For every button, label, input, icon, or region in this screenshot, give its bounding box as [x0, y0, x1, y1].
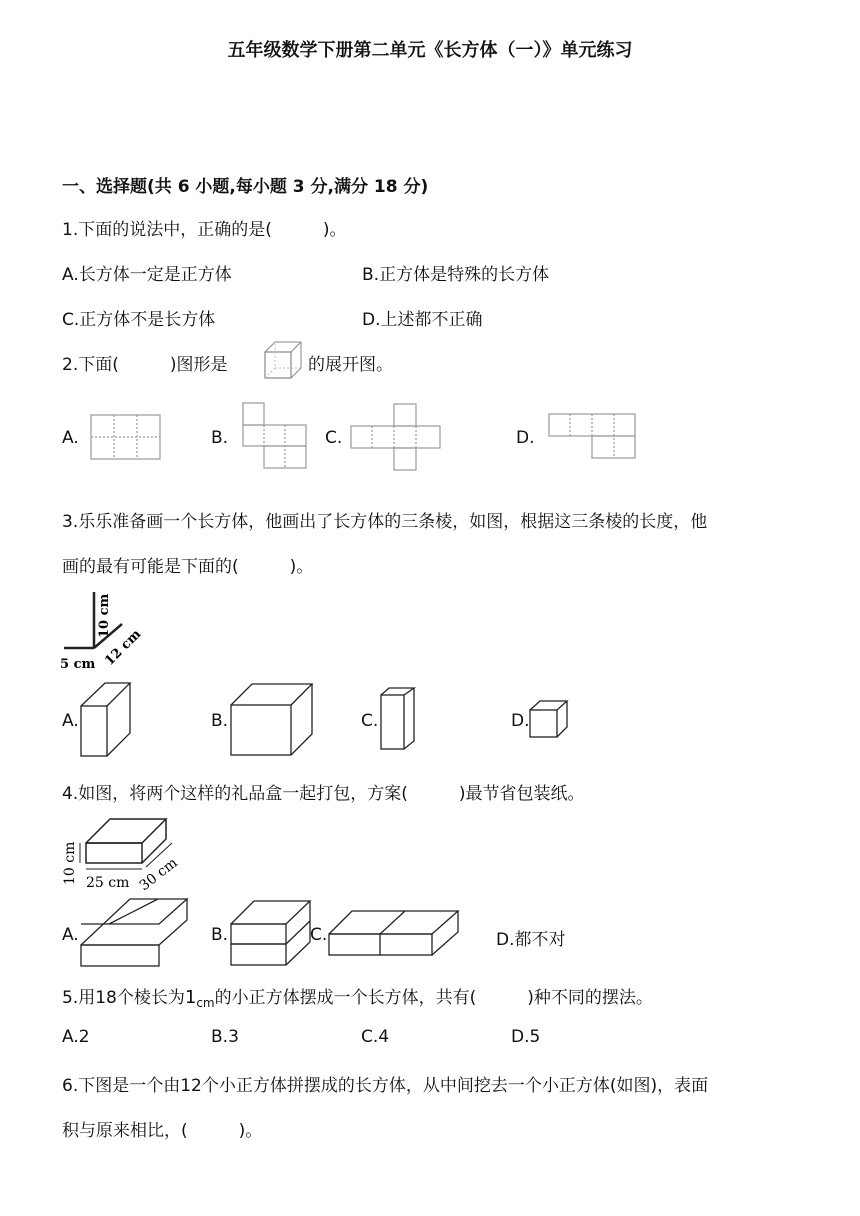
edge-label-12cm: 12 cm [102, 626, 145, 669]
section-heading: 一、选择题(共 6 小题,每小题 3 分,满分 18 分) [62, 177, 429, 197]
q4-option-b[interactable]: B. [211, 925, 229, 945]
q4-option-c[interactable]: C. [310, 925, 328, 945]
question-1-stem: 1.下面的说法中，正确的是( )。 [62, 220, 347, 240]
cube-icon [264, 341, 304, 381]
edge-label-5cm: 5 cm [60, 657, 96, 672]
question-6-stem-line2: 积与原来相比，( )。 [62, 1121, 263, 1141]
question-3-stem-line1: 3.乐乐准备画一个长方体，他画出了长方体的三条棱，如图，根据这三条棱的长度，他 [62, 512, 708, 532]
gift-label-25cm: 25 cm [86, 875, 130, 891]
question-4-stem: 4.如图，将两个这样的礼品盒一起打包，方案( )最节省包装纸。 [62, 784, 585, 804]
q2-option-d[interactable]: D. [516, 428, 535, 448]
pack-b-figure [230, 900, 314, 970]
q1-option-a[interactable]: A.长方体一定是正方体 [62, 265, 232, 285]
q4-option-a[interactable]: A. [62, 925, 79, 945]
net-c-figure [350, 403, 442, 473]
q5-stem-start: 5.用18个棱长为 [62, 988, 185, 1008]
gift-box-figure [58, 817, 198, 895]
gift-label-10cm: 10 cm [62, 841, 78, 885]
edges-figure [58, 588, 148, 674]
page-title: 五年级数学下册第二单元《长方体（一）》单元练习 [227, 40, 633, 61]
q2-option-b[interactable]: B. [211, 428, 229, 448]
q3-option-b[interactable]: B. [211, 711, 229, 731]
q1-option-b[interactable]: B.正方体是特殊的长方体 [362, 265, 550, 285]
q5-option-d[interactable]: D.5 [511, 1027, 541, 1047]
box-b-figure [230, 683, 314, 757]
q1-option-c[interactable]: C.正方体不是长方体 [62, 310, 216, 330]
edge-label-10cm: 10 cm [97, 593, 112, 638]
q2-option-a[interactable]: A. [62, 428, 79, 448]
q5-unit: cm [196, 996, 215, 1010]
net-a-figure [90, 414, 162, 462]
question-6-stem-line1: 6.下图是一个由12个小正方体拼摆成的长方体，从中间挖去一个小正方体(如图)，表面 [62, 1076, 709, 1096]
q3-option-c[interactable]: C. [361, 711, 379, 731]
gift-label-30cm: 30 cm [136, 854, 181, 895]
q5-option-b[interactable]: B.3 [211, 1027, 239, 1047]
q5-stem-end: 的小正方体摆成一个长方体，共有( )种不同的摆法。 [214, 988, 653, 1008]
q5-option-c[interactable]: C.4 [361, 1027, 390, 1047]
net-d-figure [548, 413, 638, 461]
question-2-stem-end: 的展开图。 [308, 355, 393, 375]
q4-option-d[interactable]: D.都不对 [496, 930, 566, 950]
q3-option-a[interactable]: A. [62, 711, 79, 731]
question-3-stem-line2: 画的最有可能是下面的( )。 [62, 557, 314, 577]
question-5-stem [62, 983, 653, 1010]
q3-option-d[interactable]: D. [511, 711, 530, 731]
q5-edge-length: 1 [184, 987, 197, 1008]
net-b-figure [242, 402, 308, 472]
q1-option-d[interactable]: D.上述都不正确 [362, 310, 483, 330]
pack-a-figure [80, 898, 190, 970]
box-a-figure [80, 682, 132, 758]
pack-c-figure [328, 910, 462, 958]
box-d-figure [529, 700, 569, 740]
q2-option-c[interactable]: C. [325, 428, 343, 448]
q5-option-a[interactable]: A.2 [62, 1027, 90, 1047]
box-c-figure [380, 687, 418, 751]
question-2-stem-start: 2.下面( )图形是 [62, 355, 228, 375]
